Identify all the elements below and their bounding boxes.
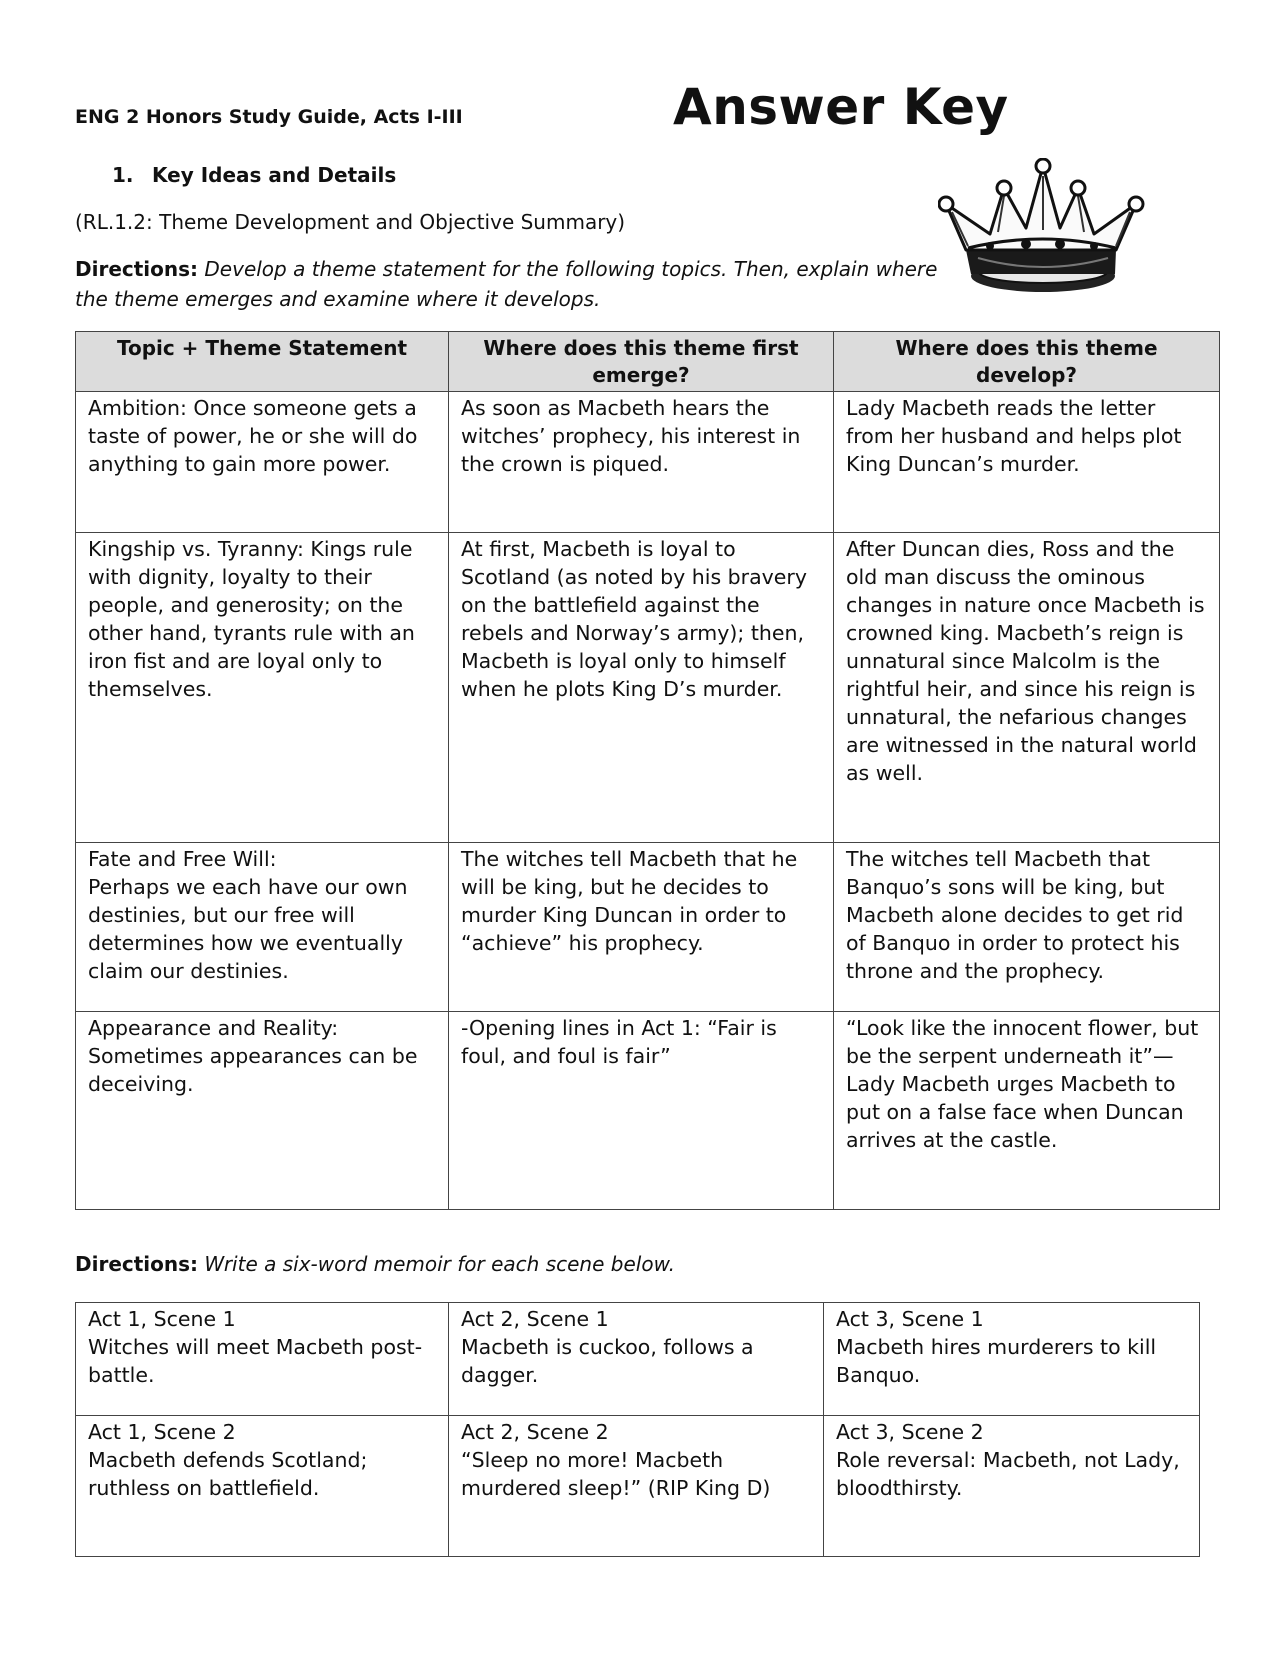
table-row xyxy=(76,843,1220,1012)
memoir-cell xyxy=(824,1416,1200,1557)
section-heading xyxy=(112,163,396,187)
directions-label: Directions: xyxy=(75,1252,199,1276)
theme-table xyxy=(75,331,1220,1210)
topic-cell xyxy=(76,843,449,1012)
column-header-develop: Where does this theme develop? xyxy=(834,332,1220,392)
topic-cell xyxy=(76,1012,449,1210)
develop-cell: After Duncan dies, Ross and the old man discuss the ominous changes in nature once Macbeth is crowned king. Macbeth’s reign is unnatural since Malcolm is the rightful heir, and since his reign is unnatural, the nefarious changes are witnessed in the natural world as well. xyxy=(834,533,1220,843)
table-row xyxy=(76,1303,1200,1416)
memoir-cell xyxy=(76,1416,449,1557)
memoir-cell xyxy=(449,1303,824,1416)
emerge-cell: As soon as Macbeth hears the witches’ prophecy, his interest in the crown is piqued. xyxy=(449,392,834,533)
emerge-cell: -Opening lines in Act 1: “Fair is foul, and foul is fair” xyxy=(449,1012,834,1210)
answer-key-title: Answer Key xyxy=(673,78,1009,136)
table-header-row xyxy=(76,332,1220,392)
directions-label: Directions: xyxy=(75,257,199,281)
column-header-emerge: Where does this theme first emerge? xyxy=(449,332,834,392)
scene-label: Act 1, Scene 2 xyxy=(88,1420,236,1444)
scene-label: Act 1, Scene 1 xyxy=(88,1307,236,1331)
scene-label: Act 2, Scene 1 xyxy=(461,1307,609,1331)
topic-cell: Ambition: Once someone gets a taste of power, he or she will do anything to gain more power. xyxy=(76,392,449,533)
document-subtitle: ENG 2 Honors Study Guide, Acts I-III xyxy=(75,106,463,128)
memoir-table xyxy=(75,1302,1200,1557)
memoir-text: Role reversal: Macbeth, not Lady, bloodthirsty. xyxy=(836,1448,1180,1500)
column-header-topic: Topic + Theme Statement xyxy=(76,332,449,392)
memoir-cell xyxy=(76,1303,449,1416)
standard-reference: (RL.1.2: Theme Development and Objective Summary) xyxy=(75,210,626,234)
memoir-text: Macbeth hires murderers to kill Banquo. xyxy=(836,1335,1157,1387)
emerge-cell: At first, Macbeth is loyal to Scotland (as noted by his bravery on the battlefield against the rebels and Norway’s army); then, Macbeth is loyal only to himself when he plots King D’s murder. xyxy=(449,533,834,843)
topic-statement: Sometimes appearances can be deceiving. xyxy=(88,1044,418,1096)
table-row xyxy=(76,1416,1200,1557)
topic-title: Appearance and Reality: xyxy=(88,1016,339,1040)
memoir-cell xyxy=(449,1416,824,1557)
memoir-text: Witches will meet Macbeth post-battle. xyxy=(88,1335,423,1387)
emerge-cell: The witches tell Macbeth that he will be king, but he decides to murder King Duncan in order to “achieve” his prophecy. xyxy=(449,843,834,1012)
directions-theme xyxy=(75,254,945,314)
scene-label: Act 3, Scene 1 xyxy=(836,1307,984,1331)
section-title: Key Ideas and Details xyxy=(152,163,397,187)
scene-label: Act 2, Scene 2 xyxy=(461,1420,609,1444)
directions-memoir xyxy=(75,1252,675,1276)
scene-label: Act 3, Scene 2 xyxy=(836,1420,984,1444)
memoir-cell xyxy=(824,1303,1200,1416)
develop-cell: Lady Macbeth reads the letter from her husband and helps plot King Duncan’s murder. xyxy=(834,392,1220,533)
table-row xyxy=(76,1012,1220,1210)
topic-title: Fate and Free Will: xyxy=(88,847,277,871)
table-row xyxy=(76,533,1220,843)
memoir-text: Macbeth defends Scotland; ruthless on battlefield. xyxy=(88,1448,368,1500)
section-number: 1. xyxy=(112,163,134,187)
develop-cell: “Look like the innocent flower, but be the serpent underneath it”—Lady Macbeth urges Macbeth to put on a false face when Duncan arrives at the castle. xyxy=(834,1012,1220,1210)
memoir-text: “Sleep no more! Macbeth murdered sleep!” (RIP King D) xyxy=(461,1448,771,1500)
topic-cell: Kingship vs. Tyranny: Kings rule with dignity, loyalty to their people, and generosity; on the other hand, tyrants rule with an iron fist and are loyal only to themselves. xyxy=(76,533,449,843)
directions-text: Write a six-word memoir for each scene below. xyxy=(198,1252,675,1276)
directions-text: Develop a theme statement for the following topics. Then, explain where the theme emerges and examine where it develops. xyxy=(75,257,938,311)
develop-cell: The witches tell Macbeth that Banquo’s sons will be king, but Macbeth alone decides to get rid of Banquo in order to protect his throne and the prophecy. xyxy=(834,843,1220,1012)
memoir-text: Macbeth is cuckoo, follows a dagger. xyxy=(461,1335,754,1387)
topic-statement: Perhaps we each have our own destinies, but our free will determines how we eventually claim our destinies. xyxy=(88,875,408,983)
crown-icon xyxy=(938,158,1148,298)
table-row xyxy=(76,392,1220,533)
